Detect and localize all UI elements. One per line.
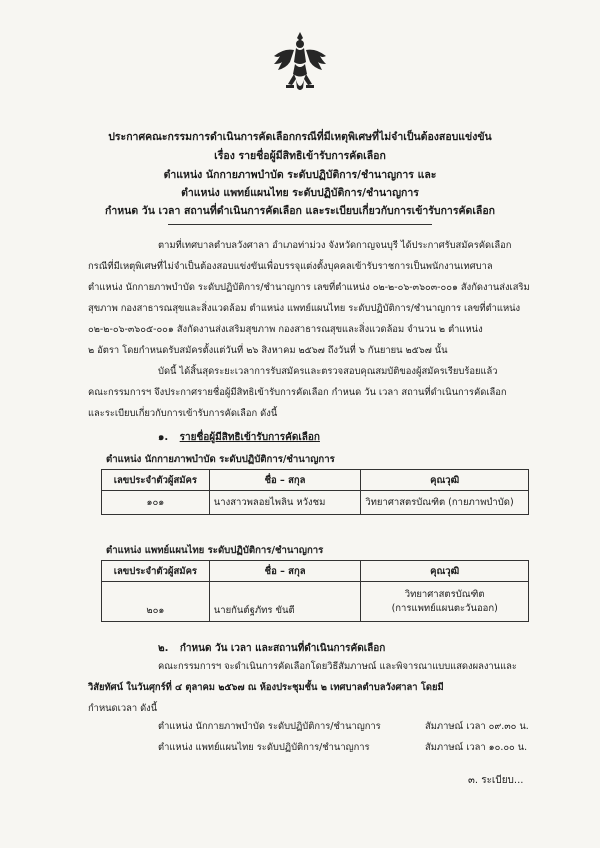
section-2-heading [158, 641, 385, 656]
position-line-1: ตำแหน่ง นักกายภาพบำบัด ระดับปฏิบัติการ/ชำนาญการ และ [163, 169, 437, 181]
paragraph-1-line: ตามที่เทศบาลตำบลวังศาลา อำเภอท่าม่วง จังหวัดกาญจนบุรี ได้ประกาศรับสมัครคัดเลือก [158, 240, 512, 251]
section-number: ๑. [158, 432, 169, 443]
candidate-id: ๑๐๑ [102, 491, 210, 515]
paragraph-2-line: และระเบียบเกี่ยวกับการเข้ารับการคัดเลือก ดังนี้ [88, 408, 278, 419]
candidate-name: นายกันต์ฐภัทร ขันตี [209, 582, 361, 622]
candidate-table-2 [101, 560, 529, 622]
column-header: คุณวุฒิ [361, 470, 529, 491]
paragraph-1-line: ตำแหน่ง นักกายภาพบำบัด ระดับปฏิบัติการ/ชำนาญการ เลขที่ตำแหน่ง ๐๒-๒-๐๖-๓๖๐๓-๐๐๑ สังกัดงานส่งเสริม [88, 282, 530, 293]
section-number: ๒. [158, 643, 169, 654]
column-header: ชื่อ – สกุล [209, 561, 361, 582]
section-2-line: วิสัยทัศน์ ในวันศุกร์ที่ ๔ ตุลาคม ๒๕๖๗ ณ ห้องประชุมชั้น ๒ เทศบาลตำบลวังศาลา โดยมี [88, 682, 444, 693]
candidate-qualification: วิทยาศาสตรบัณฑิต (กายภาพบำบัด) [361, 491, 529, 515]
section-title: กำหนด วัน เวลา และสถานที่ดำเนินการคัดเลือก [179, 643, 386, 654]
section-1-heading [158, 430, 320, 445]
column-header: เลขประจำตัวผู้สมัคร [102, 470, 210, 491]
candidate-id: ๒๐๑ [102, 582, 210, 622]
schedule-time: สัมภาษณ์ เวลา ๐๙.๓๐ น. [425, 721, 529, 732]
column-header: คุณวุฒิ [361, 561, 529, 582]
schedule-line: กำหนด วัน เวลา สถานที่ดำเนินการคัดเลือก และระเบียบเกี่ยวกับการเข้ารับการคัดเลือก [104, 205, 496, 217]
schedule-position: ตำแหน่ง แพทย์แผนไทย ระดับปฏิบัติการ/ชำนาญการ [158, 742, 370, 753]
announcement-title: ประกาศคณะกรรมการดำเนินการคัดเลือกกรณีที่มีเหตุพิเศษที่ไม่จำเป็นต้องสอบแข่งขัน [108, 131, 492, 143]
paragraph-1-line: สุขภาพ กองสาธารณสุขและสิ่งแวดล้อม ตำแหน่ง แพทย์แผนไทย ระดับปฏิบัติการ/ชำนาญการ เลขที่ตำแหน่ง [88, 303, 521, 314]
schedule-position: ตำแหน่ง นักกายภาพบำบัด ระดับปฏิบัติการ/ชำนาญการ [158, 721, 381, 732]
column-header: ชื่อ – สกุล [209, 470, 361, 491]
table-2-position-label: ตำแหน่ง แพทย์แผนไทย ระดับปฏิบัติการ/ชำนาญการ [106, 545, 324, 556]
section-2-line: คณะกรรมการฯ จะดำเนินการคัดเลือกโดยวิธีสัมภาษณ์ และพิจารณาแบบแสดงผลงานและ [158, 661, 517, 672]
table-row [102, 491, 529, 515]
garuda-emblem-icon [270, 30, 330, 94]
table-row [102, 582, 529, 622]
qualification-degree: วิทยาศาสตรบัณฑิต [404, 589, 485, 601]
subject-line: เรื่อง รายชื่อผู้มีสิทธิเข้ารับการคัดเลือก [214, 150, 386, 162]
continued-marker: ๓. ระเบียบ... [468, 775, 524, 786]
header-divider [168, 224, 432, 225]
column-header: เลขประจำตัวผู้สมัคร [102, 561, 210, 582]
table-1-position-label: ตำแหน่ง นักกายภาพบำบัด ระดับปฏิบัติการ/ชำนาญการ [106, 454, 335, 465]
candidate-qualification [361, 582, 529, 622]
paragraph-2-line: บัดนี้ ได้สิ้นสุดระยะเวลาการรับสมัครและตรวจสอบคุณสมบัติของผู้สมัครเรียบร้อยแล้ว [158, 366, 498, 377]
section-2-line: กำหนดเวลา ดังนี้ [88, 703, 158, 714]
paragraph-1-line: ๒ อัตรา โดยกำหนดรับสมัครตั้งแต่วันที่ ๒๖ สิงหาคม ๒๕๖๗ ถึงวันที่ ๖ กันยายน ๒๕๖๗ นั้น [88, 345, 448, 356]
section-title: รายชื่อผู้มีสิทธิเข้ารับการคัดเลือก [179, 432, 320, 443]
candidate-table-1 [101, 469, 529, 515]
schedule-time: สัมภาษณ์ เวลา ๑๐.๐๐ น. [425, 742, 528, 753]
candidate-name: นางสาวพลอยไพลิน หวังชม [209, 491, 361, 515]
position-line-2: ตำแหน่ง แพทย์แผนไทย ระดับปฏิบัติการ/ชำนาญการ [181, 187, 419, 199]
paragraph-1-line: ๐๒-๒-๐๖-๓๖๐๕-๐๐๑ สังกัดงานส่งเสริมสุขภาพ กองสาธารณสุขและสิ่งแวดล้อม จำนวน ๒ ตำแหน่ง [88, 324, 483, 335]
paragraph-2-line: คณะกรรมการฯ จึงประกาศรายชื่อผู้มีสิทธิเข้ารับการคัดเลือก กำหนด วัน เวลา สถานที่ดำเนินการคัดเลือก [88, 387, 507, 398]
qualification-major: (การแพทย์แผนตะวันออก) [391, 602, 498, 614]
paragraph-1-line: กรณีที่มีเหตุพิเศษที่ไม่จำเป็นต้องสอบแข่งขันเพื่อบรรจุแต่งตั้งบุคคลเข้ารับราชการเป็นพนักงานเทศบาล [88, 261, 493, 272]
